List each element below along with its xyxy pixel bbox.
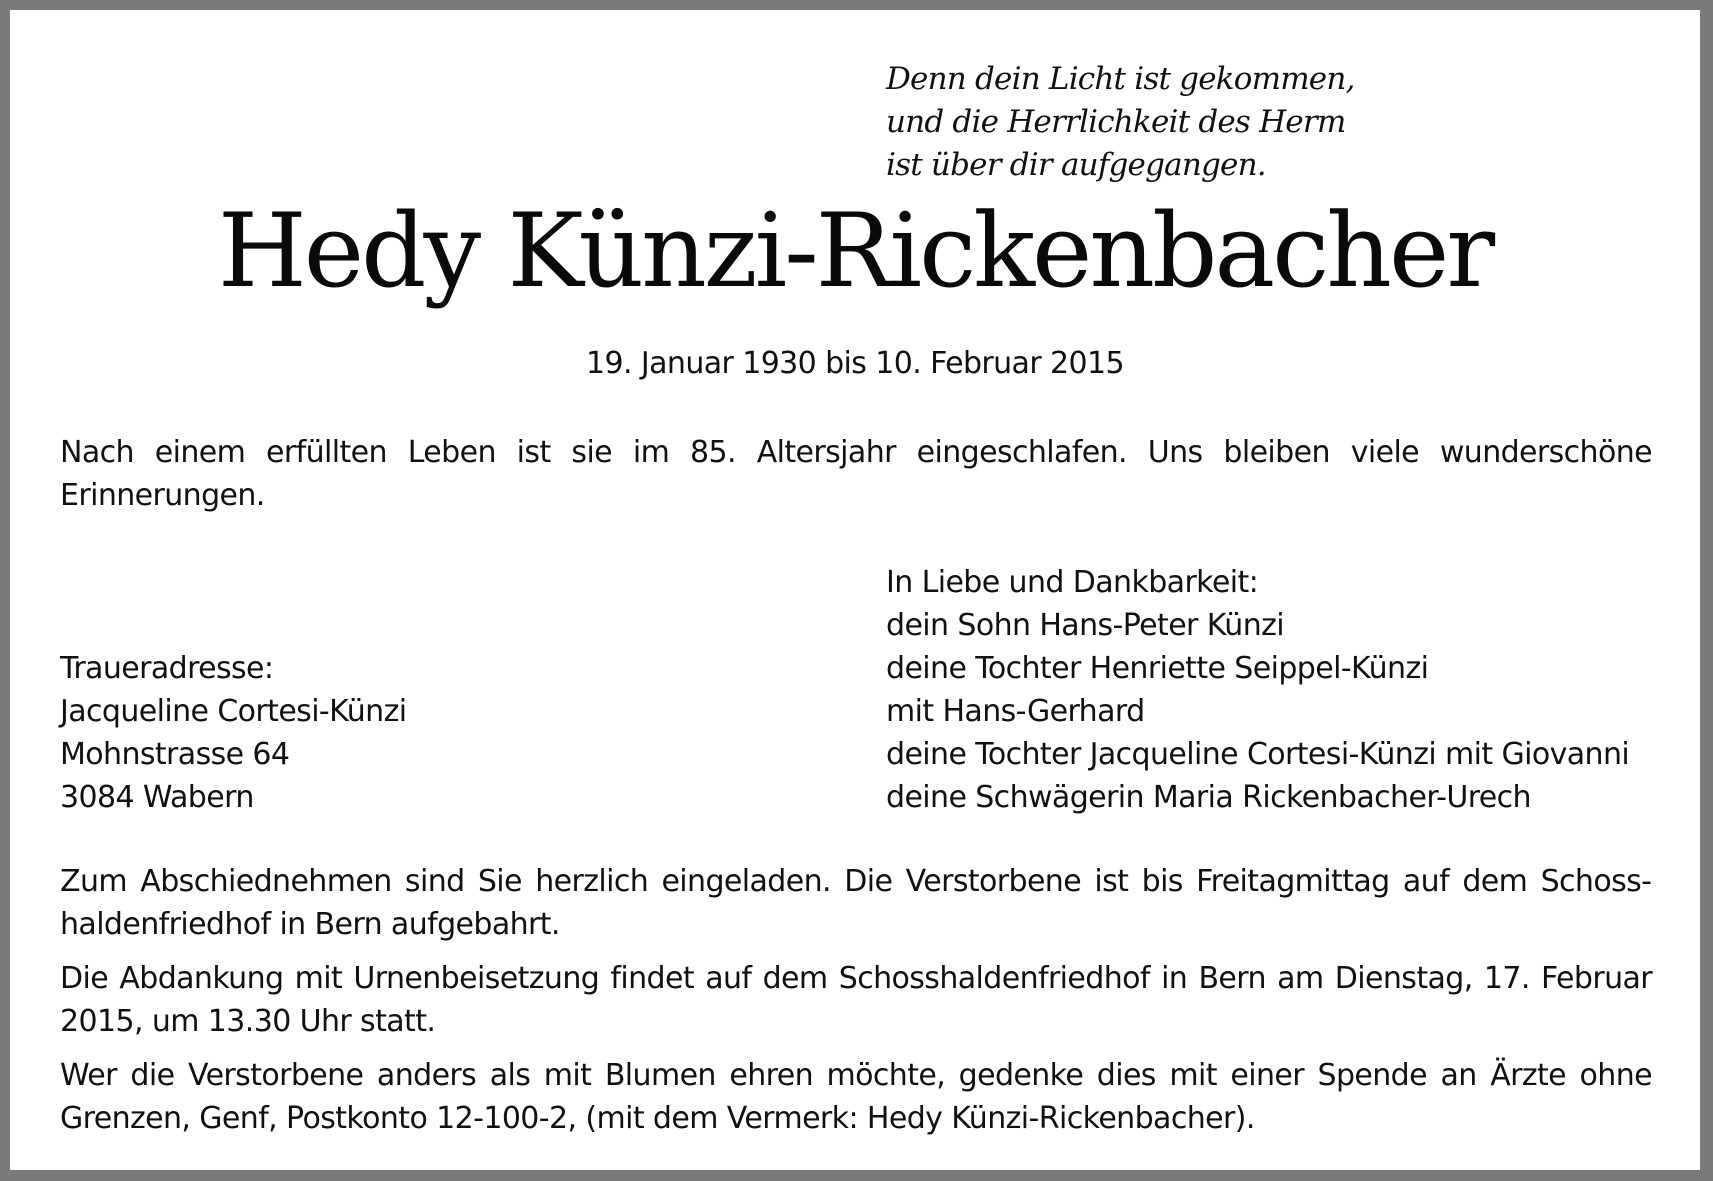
- family-member: mit Hans-Gerhard: [886, 694, 1145, 729]
- donation-paragraph: Wer die Verstorbene anders als mit Blumen ehren möchte, gedenke dies mit einer Spende an Ärzte ohne Grenzen, Genf, Postkonto 12-100-2, (mit dem Vermerk: Hedy Künzi-Rickenbacher).: [60, 1058, 1652, 1136]
- deceased-name: Hedy Künzi-Rickenbacher: [217, 192, 1493, 311]
- family-member: deine Schwägerin Maria Rickenbacher-Urech: [886, 780, 1531, 815]
- family-member: deine Tochter Jacqueline Cortesi-Künzi mit Giovanni: [886, 737, 1630, 772]
- verse-line: Denn dein Licht ist gekommen,: [886, 61, 1355, 97]
- family-list: [886, 561, 1629, 819]
- ceremony-paragraph: Die Abdankung mit Urnenbeisetzung findet auf dem Schosshaldenfriedhof in Bern am Dienstag, 17. Februar 2015, um 13.30 Uhr statt.: [60, 961, 1652, 1039]
- life-dates: 19. Januar 1930 bis 10. Februar 2015: [586, 346, 1124, 381]
- verse-line: ist über dir aufgegangen.: [886, 147, 1266, 183]
- mourning-address: [60, 647, 406, 819]
- intro-paragraph: Nach einem erfüllten Leben ist sie im 85. Altersjahr eingeschlafen. Uns bleiben viele wunderschöne Erinnerungen.: [60, 435, 1652, 513]
- family-member: deine Tochter Henriette Seippel-Künzi: [886, 651, 1429, 686]
- bible-verse: [886, 58, 1355, 187]
- verse-line: und die Herrlichkeit des Herm: [886, 104, 1346, 140]
- family-heading: In Liebe und Dankbarkeit:: [886, 565, 1259, 600]
- address-name: Jacqueline Cortesi-Künzi: [60, 694, 407, 729]
- farewell-paragraph: Zum Abschiednehmen sind Sie herzlich eingeladen. Die Verstorbene ist bis Freitagmittag auf dem Schosshaldenfriedhof in Bern aufgebahrt.: [60, 864, 1652, 942]
- address-street: Mohnstrasse 64: [60, 737, 290, 772]
- address-city: 3084 Wabern: [60, 780, 254, 815]
- obituary-notice: [10, 10, 1700, 1170]
- family-member: dein Sohn Hans-Peter Künzi: [886, 608, 1285, 643]
- address-label: Traueradresse:: [60, 651, 274, 686]
